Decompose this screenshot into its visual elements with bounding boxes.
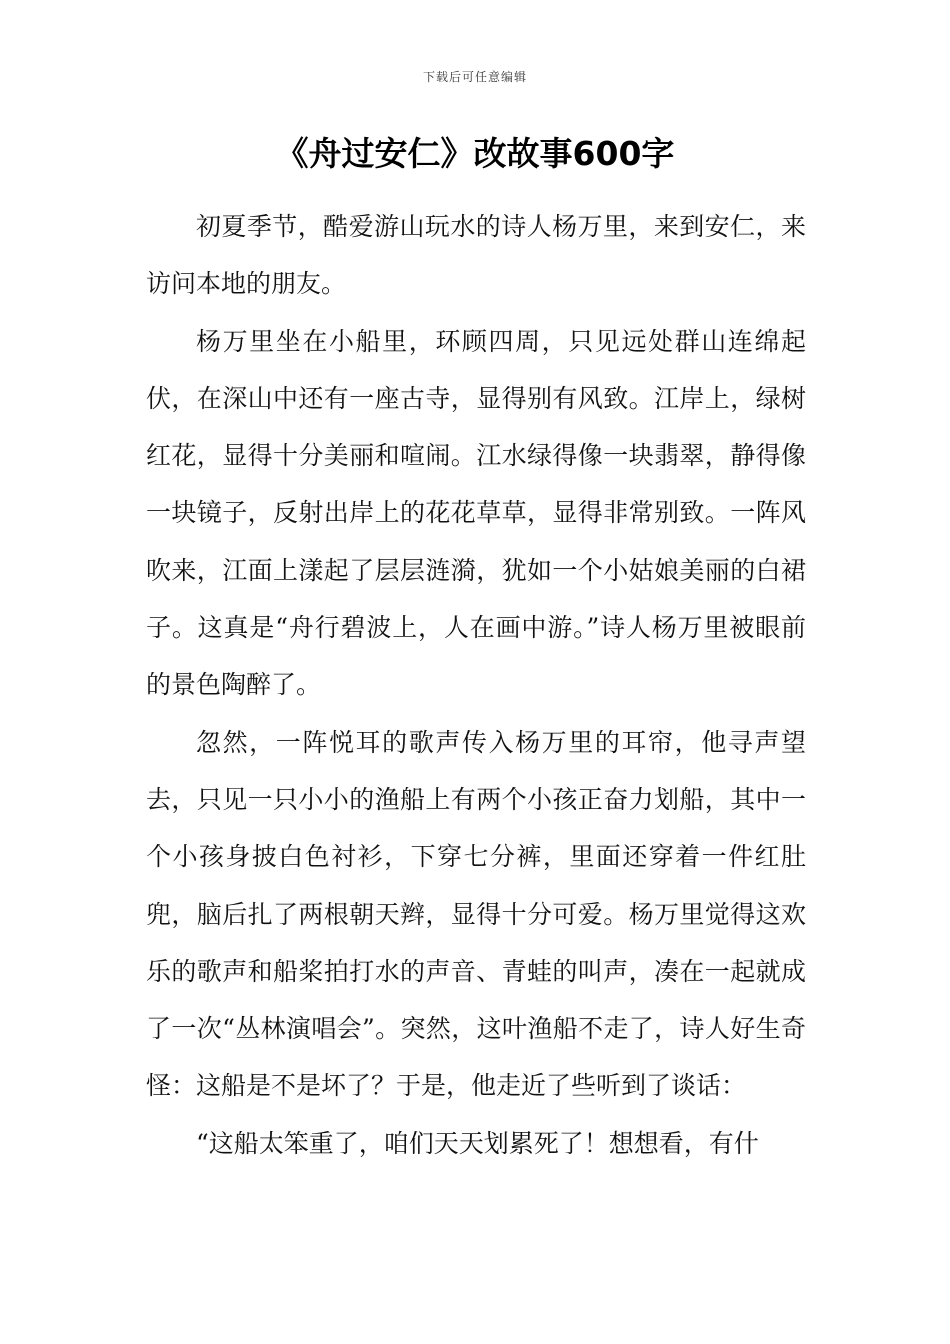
paragraph-4: “这船太笨重了，咱们天天划累死了！想想看，有什 xyxy=(196,1128,759,1158)
document-title: 《舟过安仁》改故事600字 xyxy=(275,134,675,173)
paragraph-3: 忽然，一阵悦耳的歌声传入杨万里的耳帘，他寻声望去，只见一只小小的渔船上有两个小孩正奋力划船，其中一个小孩身披白色衬衫，下穿七分裤，里面还穿着一件红肚兜，脑后扎了两根朝天辫，显得十分可爱。杨万里觉得这欢乐的歌声和船桨拍打水的声音、青蛙的叫声，凑在一起就成了一次“丛林演唱会”。突然，这叶渔船不走了，诗人好生奇怪：这船是不是坏了？于是，他走近了些听到了谈话： xyxy=(146,727,806,1101)
header-note: 下载后可任意编辑 xyxy=(422,70,527,84)
paragraph-1: 初夏季节，酷爱游山玩水的诗人杨万里，来到安仁，来访问本地的朋友。 xyxy=(146,212,806,299)
paragraph-2: 杨万里坐在小船里，环顾四周，只见远处群山连绵起伏，在深山中还有一座古寺，显得别有风致。江岸上，绿树红花，显得十分美丽和喧闹。江水绿得像一块翡翠，静得像一块镜子，反射出岸上的花花草草，显得非常别致。一阵风吹来，江面上漾起了层层涟漪，犹如一个小姑娘美丽的白裙子。这真是“舟行碧波上，人在画中游。”诗人杨万里被眼前的景色陶醉了。 xyxy=(146,326,806,700)
document-body xyxy=(146,198,806,1172)
